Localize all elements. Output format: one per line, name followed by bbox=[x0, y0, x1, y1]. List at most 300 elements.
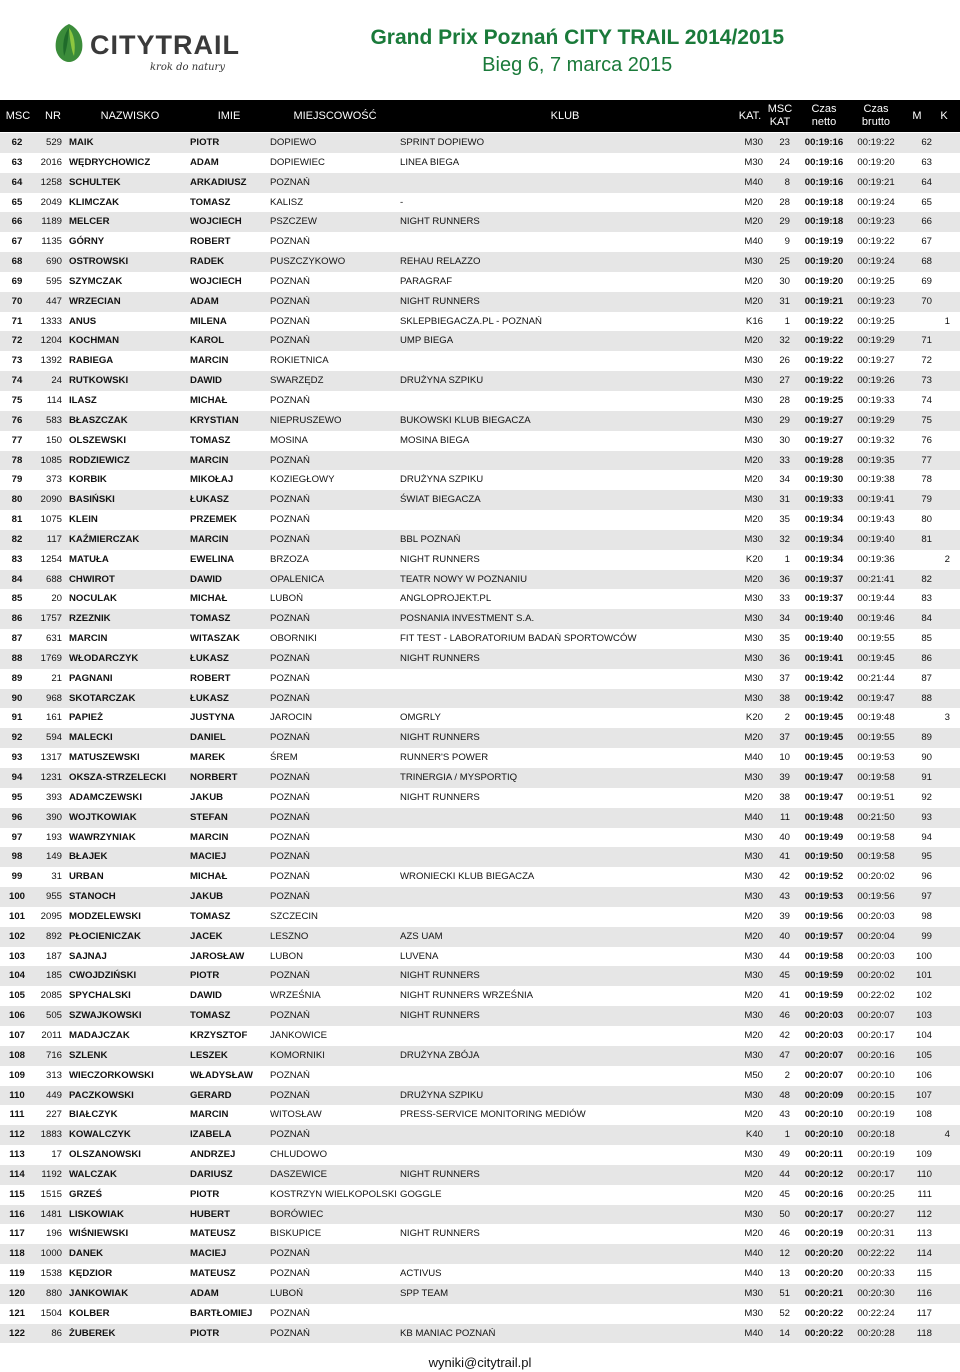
cell-category: M20 bbox=[744, 196, 763, 208]
table-row bbox=[0, 986, 960, 1006]
cell-club: NIGHT RUNNERS bbox=[400, 970, 480, 982]
cell-bib: 1000 bbox=[40, 1248, 62, 1260]
cell-m-place: 82 bbox=[921, 573, 932, 585]
cell-city: POZNAŃ bbox=[270, 315, 310, 327]
table-row bbox=[0, 927, 960, 947]
cell-surname: DANEK bbox=[69, 1248, 104, 1260]
table-row bbox=[0, 1185, 960, 1205]
cell-club: DRUŻYNA SZPIKU bbox=[400, 474, 484, 486]
cell-category-place: 29 bbox=[779, 414, 790, 426]
cell-surname: SZWAJKOWSKI bbox=[69, 1010, 142, 1022]
cell-gross-time: 00:19:55 bbox=[857, 732, 895, 744]
cell-place: 105 bbox=[8, 990, 25, 1002]
cell-place: 73 bbox=[11, 355, 23, 367]
cell-city: LUBOŃ bbox=[270, 593, 304, 605]
table-row bbox=[0, 570, 960, 590]
cell-gross-time: 00:19:24 bbox=[857, 196, 895, 208]
cell-category: M30 bbox=[744, 414, 763, 426]
cell-category: M20 bbox=[744, 732, 763, 744]
cell-net-time: 00:19:58 bbox=[804, 950, 844, 962]
cell-category: K20 bbox=[745, 712, 763, 724]
cell-category-place: 38 bbox=[779, 692, 790, 704]
cell-category: M20 bbox=[744, 1029, 763, 1041]
cell-first-name: ŁUKASZ bbox=[190, 494, 229, 506]
cell-m-place: 80 bbox=[921, 514, 932, 526]
cell-first-name: PIOTR bbox=[190, 1327, 220, 1339]
cell-category-place: 8 bbox=[784, 176, 790, 188]
cell-category-place: 48 bbox=[779, 1089, 790, 1101]
cell-city: POZNAŃ bbox=[270, 772, 310, 783]
cell-surname: MAIK bbox=[69, 137, 94, 148]
cell-bib: 1481 bbox=[40, 1208, 62, 1220]
cell-first-name: MATEUSZ bbox=[190, 1268, 236, 1280]
cell-category-place: 46 bbox=[779, 1010, 790, 1022]
table-row bbox=[0, 669, 960, 689]
table-row bbox=[0, 768, 960, 788]
cell-gross-time: 00:19:29 bbox=[857, 335, 895, 347]
cell-gross-time: 00:20:03 bbox=[857, 910, 895, 922]
cell-place: 100 bbox=[8, 891, 25, 903]
cell-gross-time: 00:22:24 bbox=[857, 1307, 895, 1319]
cell-first-name: MARCIN bbox=[190, 533, 229, 545]
cell-first-name: TOMASZ bbox=[190, 196, 231, 208]
table-row bbox=[0, 1145, 960, 1165]
cell-net-time: 00:20:10 bbox=[804, 1129, 844, 1141]
cell-surname: PAGNANI bbox=[69, 672, 113, 684]
cell-place: 72 bbox=[11, 335, 23, 347]
cell-first-name: ADAM bbox=[190, 1287, 219, 1299]
cell-category-place: 2 bbox=[784, 712, 790, 724]
cell-category: M30 bbox=[744, 831, 763, 843]
cell-category-place: 45 bbox=[779, 1188, 790, 1200]
cell-surname: KLIMCZAK bbox=[69, 196, 120, 208]
cell-first-name: MIKOŁAJ bbox=[190, 474, 234, 486]
cell-net-time: 00:19:21 bbox=[804, 295, 844, 307]
table-row bbox=[0, 907, 960, 927]
cell-first-name: RADEK bbox=[190, 256, 225, 268]
cell-category-place: 36 bbox=[779, 652, 790, 664]
cell-surname: KOLBER bbox=[69, 1307, 110, 1319]
cell-m-place: 86 bbox=[921, 652, 932, 664]
cell-category: M30 bbox=[744, 871, 763, 883]
cell-category-place: 26 bbox=[779, 355, 790, 367]
cell-surname: OLSZEWSKI bbox=[69, 434, 127, 446]
cell-surname: CWOJDZIŃSKI bbox=[69, 970, 137, 982]
cell-first-name: KRYSTIAN bbox=[190, 414, 239, 426]
cell-category-place: 51 bbox=[779, 1287, 790, 1299]
cell-category-place: 11 bbox=[780, 811, 790, 823]
cell-m-place: 110 bbox=[916, 1168, 932, 1180]
cell-net-time: 00:20:03 bbox=[804, 1010, 844, 1022]
cell-city: POZNAŃ bbox=[270, 811, 310, 823]
cell-place: 94 bbox=[11, 772, 23, 783]
cell-first-name: MILENA bbox=[190, 315, 227, 327]
cell-category-place: 50 bbox=[779, 1208, 790, 1220]
footer-email: wyniki@citytrail.pl bbox=[428, 1355, 532, 1370]
table-row bbox=[0, 312, 960, 332]
cell-net-time: 00:20:19 bbox=[804, 1228, 844, 1240]
city-trail-logo bbox=[52, 22, 272, 78]
cell-bib: 20 bbox=[51, 593, 62, 605]
cell-place: 108 bbox=[8, 1049, 25, 1061]
cell-city: POZNAŃ bbox=[270, 1307, 310, 1319]
cell-surname: PACZKOWSKI bbox=[69, 1089, 134, 1101]
cell-surname: BŁAJEK bbox=[69, 851, 108, 863]
cell-club: UMP BIEGA bbox=[400, 335, 454, 347]
runner-leaf-icon bbox=[52, 22, 86, 64]
cell-club: SPP TEAM bbox=[400, 1287, 449, 1299]
cell-bib: 21 bbox=[51, 672, 62, 684]
cell-gross-time: 00:19:36 bbox=[857, 553, 895, 565]
cell-first-name: ADAM bbox=[190, 295, 219, 307]
cell-place: 107 bbox=[8, 1029, 25, 1041]
cell-m-place: 71 bbox=[921, 335, 932, 347]
cell-category: M30 bbox=[744, 613, 763, 625]
cell-surname: SCHULTEK bbox=[69, 176, 121, 188]
cell-net-time: 00:19:25 bbox=[804, 394, 844, 406]
cell-club: BBL POZNAŃ bbox=[400, 533, 461, 545]
cell-bib: 1204 bbox=[40, 335, 62, 347]
cell-surname: STANOCH bbox=[69, 891, 116, 903]
cell-category: M30 bbox=[744, 256, 763, 268]
cell-category: M20 bbox=[744, 1188, 763, 1200]
cell-net-time: 00:20:11 bbox=[805, 1149, 843, 1161]
cell-surname: MALECKI bbox=[69, 732, 113, 744]
cell-place: 91 bbox=[11, 712, 23, 724]
cell-first-name: ANDRZEJ bbox=[190, 1149, 236, 1161]
cell-category-place: 31 bbox=[779, 494, 790, 506]
cell-net-time: 00:20:03 bbox=[804, 1029, 844, 1041]
cell-city: POZNAŃ bbox=[270, 533, 310, 545]
cell-bib: 86 bbox=[51, 1327, 62, 1339]
cell-club: MOSINA BIEGA bbox=[400, 434, 470, 446]
cell-category-place: 40 bbox=[779, 831, 790, 843]
cell-city: POZNAŃ bbox=[270, 1089, 310, 1101]
cell-category: M20 bbox=[744, 1109, 763, 1121]
cell-bib: 1333 bbox=[40, 315, 62, 327]
cell-first-name: MICHAŁ bbox=[190, 593, 228, 605]
cell-category: M30 bbox=[744, 672, 763, 684]
cell-surname: MELCER bbox=[69, 216, 110, 228]
cell-city: POZNAŃ bbox=[270, 652, 310, 664]
cell-bib: 161 bbox=[45, 712, 62, 724]
cell-category: K16 bbox=[745, 315, 763, 327]
cell-surname: PAPIEŻ bbox=[69, 712, 103, 724]
cell-category-place: 9 bbox=[784, 236, 790, 248]
cell-bib: 505 bbox=[45, 1010, 62, 1022]
table-row bbox=[0, 629, 960, 649]
cell-category: M40 bbox=[744, 1268, 763, 1280]
cell-city: OPALENICA bbox=[270, 573, 325, 585]
cell-first-name: WOJCIECH bbox=[190, 275, 242, 287]
cell-category-place: 43 bbox=[779, 1109, 790, 1121]
cell-gross-time: 00:19:33 bbox=[857, 394, 895, 406]
cell-category: M30 bbox=[744, 394, 763, 406]
cell-bib: 2090 bbox=[40, 494, 62, 506]
table-row bbox=[0, 1006, 960, 1026]
cell-m-place: 70 bbox=[921, 295, 932, 307]
cell-first-name: TOMASZ bbox=[190, 613, 231, 625]
cell-net-time: 00:19:49 bbox=[804, 831, 844, 843]
cell-place: 79 bbox=[11, 474, 23, 486]
cell-surname: PŁOCIENICZAK bbox=[69, 930, 141, 942]
cell-m-place: 99 bbox=[921, 930, 932, 942]
cell-net-time: 00:20:17 bbox=[804, 1208, 844, 1220]
cell-m-place: 81 bbox=[921, 533, 932, 545]
cell-surname: ADAMCZEWSKI bbox=[69, 791, 143, 803]
cell-category-place: 32 bbox=[779, 335, 790, 347]
cell-club: LINEA BIEGA bbox=[400, 156, 460, 168]
cell-net-time: 00:19:45 bbox=[804, 752, 844, 764]
cell-gross-time: 00:19:32 bbox=[857, 434, 895, 446]
cell-gross-time: 00:20:28 bbox=[857, 1327, 895, 1339]
cell-surname: SPYCHALSKI bbox=[69, 990, 131, 1002]
cell-m-place: 65 bbox=[921, 196, 932, 208]
cell-category: M40 bbox=[744, 236, 763, 248]
cell-city: WITOSŁAW bbox=[270, 1109, 322, 1121]
cell-category: M30 bbox=[744, 772, 763, 783]
cell-category: M20 bbox=[744, 295, 763, 307]
cell-net-time: 00:20:12 bbox=[804, 1168, 844, 1180]
cell-gross-time: 00:19:58 bbox=[857, 772, 895, 783]
cell-gross-time: 00:19:56 bbox=[857, 891, 895, 903]
cell-first-name: ROBERT bbox=[190, 236, 231, 248]
cell-gross-time: 00:19:35 bbox=[857, 454, 895, 466]
cell-category: M30 bbox=[744, 1208, 763, 1220]
cell-place: 110 bbox=[9, 1089, 25, 1101]
cell-city: KOSTRZYN WIELKOPOLSKI bbox=[270, 1188, 397, 1200]
cell-net-time: 00:19:42 bbox=[804, 672, 844, 684]
cell-surname: KĘDZIOR bbox=[69, 1268, 113, 1280]
cell-category-place: 1 bbox=[784, 315, 790, 327]
cell-first-name: MACIEJ bbox=[190, 1248, 227, 1260]
cell-bib: 2016 bbox=[40, 156, 62, 168]
cell-first-name: LESZEK bbox=[190, 1049, 228, 1061]
cell-place: 77 bbox=[11, 434, 23, 446]
cell-gross-time: 00:19:24 bbox=[857, 256, 895, 268]
cell-category: M30 bbox=[744, 652, 763, 664]
cell-net-time: 00:20:21 bbox=[804, 1287, 844, 1299]
table-row bbox=[0, 272, 960, 292]
cell-m-place: 113 bbox=[916, 1228, 932, 1240]
cell-surname: OSTROWSKI bbox=[69, 256, 129, 268]
cell-category-place: 37 bbox=[779, 672, 790, 684]
cell-gross-time: 00:19:29 bbox=[857, 414, 895, 426]
cell-surname: WRZECIAN bbox=[69, 295, 121, 307]
cell-place: 63 bbox=[11, 156, 23, 168]
cell-m-place: 63 bbox=[921, 156, 932, 168]
cell-place: 98 bbox=[11, 851, 23, 863]
cell-net-time: 00:20:22 bbox=[804, 1327, 844, 1339]
cell-m-place: 109 bbox=[915, 1149, 932, 1161]
cell-category-place: 34 bbox=[779, 613, 790, 625]
col-nazwisko: NAZWISKO bbox=[100, 109, 160, 122]
cell-club: ACTIVUS bbox=[400, 1268, 442, 1280]
cell-surname: URBAN bbox=[69, 871, 104, 883]
cell-surname: SZLENK bbox=[69, 1049, 108, 1061]
cell-bib: 313 bbox=[45, 1069, 62, 1081]
cell-surname: JANKOWIAK bbox=[69, 1287, 129, 1299]
cell-gross-time: 00:19:58 bbox=[857, 831, 895, 843]
cell-city: POZNAŃ bbox=[270, 613, 310, 625]
cell-place: 87 bbox=[11, 633, 23, 645]
cell-category-place: 12 bbox=[779, 1248, 790, 1260]
cell-bib: 595 bbox=[45, 275, 62, 287]
cell-gross-time: 00:19:53 bbox=[857, 752, 895, 764]
cell-first-name: DAWID bbox=[190, 375, 222, 387]
cell-category: K20 bbox=[745, 553, 763, 565]
cell-first-name: PIOTR bbox=[190, 970, 220, 982]
cell-city: POZNAŃ bbox=[270, 1248, 310, 1260]
cell-place: 89 bbox=[11, 672, 23, 684]
cell-first-name: DAWID bbox=[190, 573, 222, 585]
table-row bbox=[0, 887, 960, 907]
cell-first-name: EWELINA bbox=[190, 553, 235, 565]
cell-club: SKLEPBIEGACZA.PL - POZNAŃ bbox=[400, 315, 542, 327]
cell-club: GOGGLE bbox=[400, 1188, 442, 1200]
cell-bib: 594 bbox=[45, 732, 62, 744]
cell-bib: 690 bbox=[45, 256, 62, 268]
table-row bbox=[0, 1046, 960, 1066]
table-row bbox=[0, 510, 960, 530]
cell-place: 81 bbox=[11, 514, 23, 526]
cell-city: LUBOŃ bbox=[270, 1287, 304, 1299]
cell-category-place: 28 bbox=[779, 394, 790, 406]
table-row bbox=[0, 252, 960, 272]
cell-m-place: 85 bbox=[921, 633, 932, 645]
table-row bbox=[0, 232, 960, 252]
cell-category-place: 41 bbox=[779, 990, 790, 1002]
cell-bib: 2085 bbox=[40, 990, 62, 1002]
logo-tagline: krok do natury bbox=[150, 62, 225, 73]
cell-first-name: TOMASZ bbox=[190, 1010, 231, 1022]
table-row bbox=[0, 828, 960, 848]
cell-category: M50 bbox=[744, 1069, 763, 1081]
cell-gross-time: 00:19:46 bbox=[857, 613, 895, 625]
cell-place: 84 bbox=[11, 573, 23, 585]
cell-city: POZNAŃ bbox=[270, 454, 310, 466]
cell-net-time: 00:19:22 bbox=[804, 335, 844, 347]
cell-surname: BASIŃSKI bbox=[69, 494, 115, 506]
cell-surname: RODZIEWICZ bbox=[69, 454, 130, 466]
cell-city: POZNAŃ bbox=[270, 831, 310, 843]
cell-first-name: WŁADYSŁAW bbox=[190, 1069, 253, 1081]
cell-surname: NOCULAK bbox=[69, 593, 117, 605]
cell-category-place: 24 bbox=[779, 156, 790, 168]
cell-first-name: MICHAŁ bbox=[190, 394, 228, 406]
cell-net-time: 00:19:59 bbox=[804, 990, 844, 1002]
cell-category: M20 bbox=[744, 275, 763, 287]
table-row bbox=[0, 470, 960, 490]
cell-place: 115 bbox=[9, 1188, 25, 1200]
cell-category-place: 49 bbox=[779, 1149, 790, 1161]
cell-gross-time: 00:19:38 bbox=[857, 474, 895, 486]
cell-category: M30 bbox=[744, 633, 763, 645]
cell-category-place: 36 bbox=[779, 573, 790, 585]
cell-net-time: 00:19:22 bbox=[804, 375, 844, 387]
cell-place: 85 bbox=[11, 593, 23, 605]
cell-m-place: 112 bbox=[916, 1208, 932, 1220]
cell-m-place: 78 bbox=[921, 474, 932, 486]
cell-city: MOSINA bbox=[270, 434, 308, 446]
cell-gross-time: 00:22:02 bbox=[857, 990, 895, 1002]
cell-m-place: 79 bbox=[921, 494, 932, 506]
cell-net-time: 00:19:37 bbox=[804, 573, 844, 585]
cell-gross-time: 00:20:19 bbox=[857, 1149, 895, 1161]
table-row bbox=[0, 609, 960, 629]
cell-bib: 955 bbox=[45, 891, 62, 903]
cell-category: M20 bbox=[744, 216, 763, 228]
cell-bib: 447 bbox=[45, 295, 62, 307]
cell-place: 71 bbox=[11, 315, 23, 327]
cell-gross-time: 00:21:41 bbox=[857, 573, 895, 585]
cell-place: 66 bbox=[11, 216, 23, 228]
cell-category: M20 bbox=[744, 791, 763, 803]
cell-bib: 1258 bbox=[40, 176, 62, 188]
cell-place: 103 bbox=[8, 950, 25, 962]
cell-place: 109 bbox=[8, 1069, 25, 1081]
cell-gross-time: 00:19:26 bbox=[857, 375, 895, 387]
cell-category-place: 13 bbox=[779, 1268, 790, 1280]
cell-first-name: WITASZAK bbox=[190, 633, 240, 645]
cell-place: 75 bbox=[11, 394, 23, 406]
cell-place: 118 bbox=[9, 1248, 25, 1260]
cell-category: M30 bbox=[744, 355, 763, 367]
cell-category-place: 42 bbox=[779, 871, 790, 883]
cell-bib: 1317 bbox=[40, 752, 62, 764]
cell-net-time: 00:20:10 bbox=[804, 1109, 844, 1121]
cell-city: DOPIEWIEC bbox=[270, 156, 325, 168]
cell-city: JANKOWICE bbox=[270, 1029, 328, 1041]
cell-category: M20 bbox=[744, 474, 763, 486]
cell-category-place: 41 bbox=[779, 851, 790, 863]
cell-club: NIGHT RUNNERS bbox=[400, 652, 480, 664]
cell-m-place: 87 bbox=[921, 672, 932, 684]
table-row bbox=[0, 689, 960, 709]
table-row bbox=[0, 331, 960, 351]
cell-first-name: MAREK bbox=[190, 752, 226, 764]
cell-category: M30 bbox=[744, 1307, 763, 1319]
cell-m-place: 107 bbox=[915, 1089, 932, 1101]
cell-m-place: 64 bbox=[921, 176, 932, 188]
cell-first-name: JAKUB bbox=[190, 791, 224, 803]
cell-club: NIGHT RUNNERS WRZEŚNIA bbox=[400, 990, 534, 1002]
cell-city: KOZIEGŁOWY bbox=[270, 474, 335, 486]
cell-net-time: 00:19:50 bbox=[804, 851, 844, 863]
table-row bbox=[0, 550, 960, 570]
cell-club: ANGLOPROJEKT.PL bbox=[400, 593, 492, 605]
cell-bib: 2095 bbox=[40, 910, 62, 922]
cell-surname: WALCZAK bbox=[69, 1168, 117, 1180]
cell-surname: SZYMCZAK bbox=[69, 275, 123, 287]
cell-first-name: HUBERT bbox=[190, 1208, 230, 1220]
cell-surname: RABIEGA bbox=[69, 355, 114, 367]
cell-surname: SAJNAJ bbox=[69, 950, 107, 962]
cell-gross-time: 00:19:20 bbox=[857, 156, 895, 168]
cell-city: POZNAŃ bbox=[270, 1268, 310, 1280]
cell-place: 68 bbox=[11, 256, 23, 268]
cell-surname: BIAŁCZYK bbox=[69, 1109, 118, 1121]
cell-k-place: 4 bbox=[944, 1129, 950, 1141]
logo-wordmark: CITYTRAIL bbox=[90, 30, 240, 60]
table-row bbox=[0, 411, 960, 431]
event-title: Grand Prix Poznań CITY TRAIL 2014/2015 bbox=[370, 26, 784, 49]
cell-m-place: 62 bbox=[921, 137, 932, 148]
cell-surname: KORBIK bbox=[69, 474, 107, 486]
cell-bib: 1883 bbox=[40, 1129, 62, 1141]
cell-surname: RUTKOWSKI bbox=[69, 375, 129, 387]
cell-net-time: 00:19:45 bbox=[804, 712, 844, 724]
